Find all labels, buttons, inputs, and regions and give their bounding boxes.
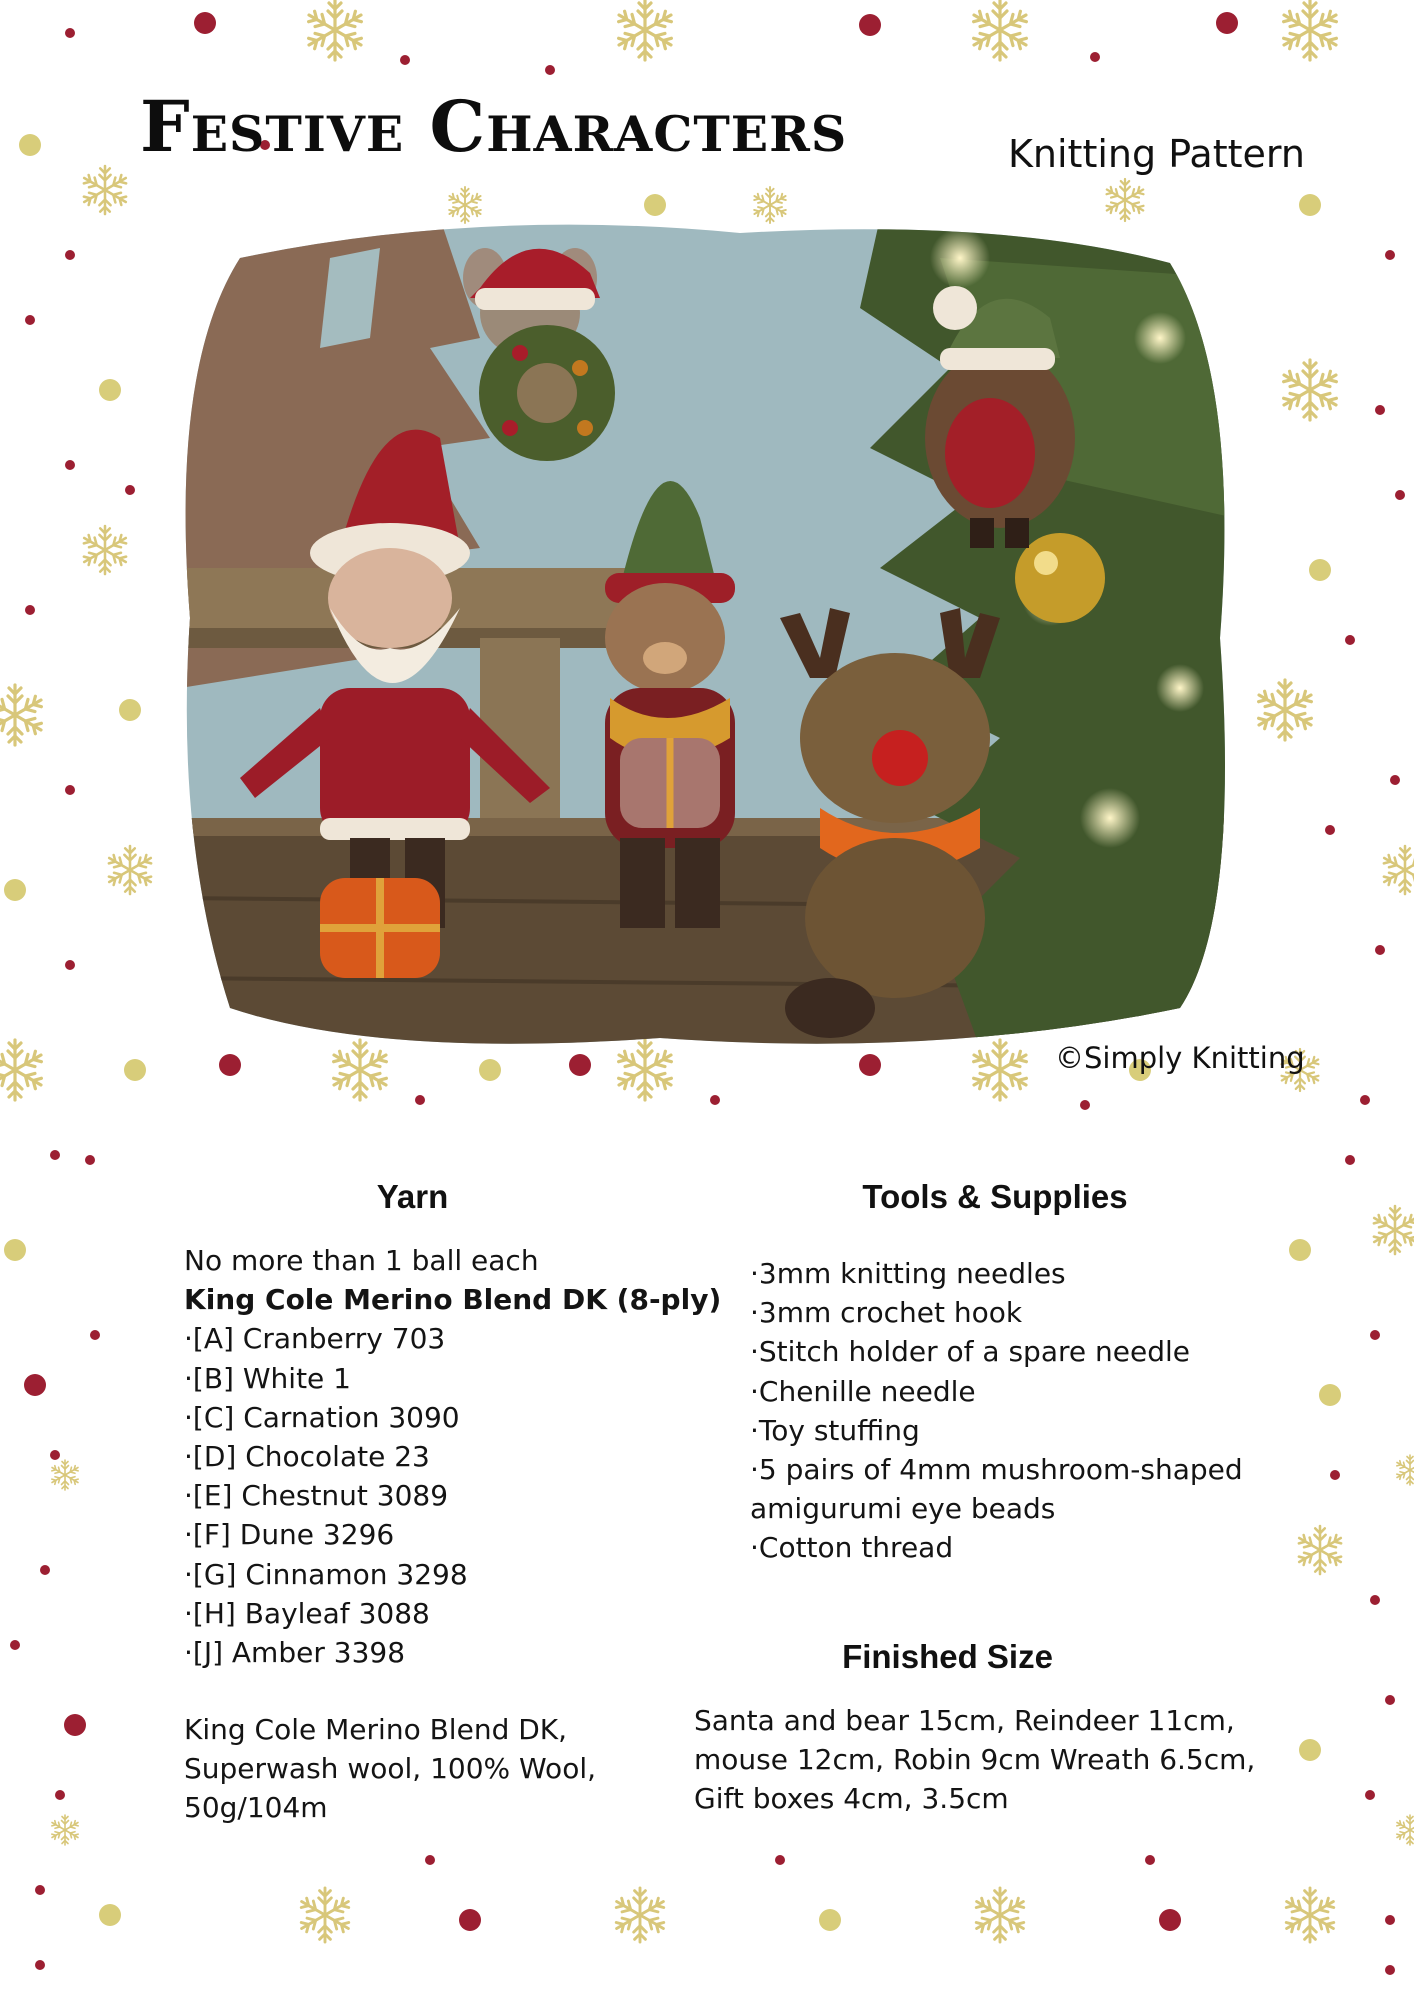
snowflake-icon <box>81 166 128 214</box>
decorative-dot <box>85 1155 95 1165</box>
decorative-dot <box>219 1054 241 1076</box>
decorative-dot <box>1145 1855 1155 1865</box>
decorative-dot <box>55 1790 65 1800</box>
snowflake-icon <box>50 1815 79 1845</box>
snowflake-icon <box>1371 1206 1414 1254</box>
yarn-description <box>184 1710 596 1828</box>
decorative-dot <box>1216 12 1238 34</box>
size-line: mouse 12cm, Robin 9cm Wreath 6.5cm, <box>694 1743 1256 1777</box>
yarn-colour-item: ·[J] Amber 3398 <box>184 1636 406 1670</box>
size-heading: Finished Size <box>842 1638 1053 1675</box>
decorative-dot <box>1090 52 1100 62</box>
decorative-dot <box>65 785 75 795</box>
decorative-dot <box>1325 825 1335 835</box>
decorative-dot <box>1299 194 1321 216</box>
size-description <box>694 1701 1255 1819</box>
decorative-dot <box>1309 559 1331 581</box>
snowflake-icon <box>971 1040 1030 1100</box>
decorative-dot <box>1360 1095 1370 1105</box>
decorative-dot <box>50 1450 60 1460</box>
decorative-dot <box>859 14 881 36</box>
snowflake-icon <box>1381 846 1414 894</box>
decorative-dot <box>64 1714 86 1736</box>
size-line: Gift boxes 4cm, 3.5cm <box>694 1782 1009 1816</box>
snowflake-icon <box>973 1888 1026 1942</box>
decorative-dot <box>1319 1384 1341 1406</box>
decorative-dot <box>479 1059 501 1081</box>
decorative-dot <box>40 1565 50 1575</box>
decorative-dot <box>1330 1470 1340 1480</box>
decorative-dot <box>425 1855 435 1865</box>
snowflake-icon <box>1395 1815 1414 1845</box>
yarn-colour-item: ·[F] Dune 3296 <box>184 1518 395 1552</box>
decorative-dot <box>1289 1239 1311 1261</box>
yarn-colour-item: ·[G] Cinnamon 3298 <box>184 1557 468 1591</box>
tools-list <box>750 1254 1243 1568</box>
decorative-dot <box>119 699 141 721</box>
tools-item: ·Chenille needle <box>750 1374 976 1408</box>
decorative-dot <box>4 1239 26 1261</box>
decorative-dot <box>1159 1909 1181 1931</box>
tools-item: ·3mm knitting needles <box>750 1257 1066 1290</box>
snowflake-icon <box>616 0 675 60</box>
decorative-dot <box>1375 945 1385 955</box>
decorative-dot <box>99 379 121 401</box>
yarn-list <box>184 1241 721 1672</box>
decorative-dot <box>819 1909 841 1931</box>
decorative-dot <box>65 28 75 38</box>
snowflake-icon <box>0 1040 44 1100</box>
yarn-colour-item: ·[B] White 1 <box>184 1361 351 1395</box>
decorative-dot <box>65 250 75 260</box>
decorative-dot <box>710 1095 720 1105</box>
tools-heading: Tools & Supplies <box>862 1178 1128 1215</box>
decorative-dot <box>25 605 35 615</box>
snowflake-icon <box>331 1040 390 1100</box>
decorative-dot <box>65 460 75 470</box>
page-title: Festive Characters <box>140 85 848 168</box>
yarn-colour-item: ·[H] Bayleaf 3088 <box>184 1596 430 1630</box>
yarn-colour-item: ·[D] Chocolate 23 <box>184 1440 430 1474</box>
yarn-description-line: 50g/104m <box>184 1791 328 1825</box>
decorative-dot <box>545 65 555 75</box>
yarn-colour-item: ·[E] Chestnut 3089 <box>184 1479 449 1513</box>
tools-item: ·Toy stuffing <box>750 1413 920 1447</box>
snowflake-icon <box>971 0 1030 60</box>
decorative-dot <box>1370 1595 1380 1605</box>
tools-item: ·Stitch holder of a spare needle <box>750 1335 1190 1369</box>
decorative-dot <box>125 485 135 495</box>
snowflake-icon <box>1296 1526 1343 1574</box>
decorative-dot <box>1370 1330 1380 1340</box>
yarn-description-line: Superwash wool, 100% Wool, <box>184 1752 597 1786</box>
decorative-dot <box>65 960 75 970</box>
decorative-dot <box>19 134 41 156</box>
decorative-dot <box>124 1059 146 1081</box>
snowflake-icon <box>1281 360 1340 420</box>
decorative-dot <box>10 1640 20 1650</box>
yarn-colour-item: ·[C] Carnation 3090 <box>184 1400 460 1434</box>
snowflake-icon <box>613 1888 666 1942</box>
size-line: Santa and bear 15cm, Reindeer 11cm, <box>694 1704 1235 1737</box>
snowflake-icon <box>1104 179 1145 221</box>
snowflake-icon <box>1256 680 1315 740</box>
tools-item: amigurumi eye beads <box>750 1492 1056 1526</box>
decorative-dot <box>1395 490 1405 500</box>
tools-item: ·5 pairs of 4mm mushroom-shaped <box>750 1453 1243 1487</box>
decorative-dot <box>35 1960 45 1970</box>
decorative-dot <box>1385 1695 1395 1705</box>
decorative-dot <box>415 1095 425 1105</box>
snowflake-icon <box>50 1460 79 1490</box>
decorative-dot <box>99 1904 121 1926</box>
snowflake-icon <box>306 0 365 60</box>
yarn-intro: No more than 1 ball each <box>184 1244 539 1277</box>
snowflake-icon <box>298 1888 351 1942</box>
decorative-dot <box>1385 250 1395 260</box>
decorative-dot <box>35 1885 45 1895</box>
yarn-description-line: King Cole Merino Blend DK, <box>184 1713 568 1746</box>
decorative-dot <box>859 1054 881 1076</box>
decorative-dot <box>1345 1155 1355 1165</box>
snowflake-icon <box>1395 1455 1414 1485</box>
decorative-dot <box>4 879 26 901</box>
yarn-colour-item: ·[A] Cranberry 703 <box>184 1322 446 1356</box>
snowflake-icon <box>106 846 153 894</box>
yarn-brand: King Cole Merino Blend DK (8-ply) <box>184 1283 722 1317</box>
tools-item: ·3mm crochet hook <box>750 1296 1023 1330</box>
decorative-dot <box>1390 775 1400 785</box>
decorative-dot <box>1375 405 1385 415</box>
decorative-dot <box>1385 1965 1395 1975</box>
snowflake-icon <box>1283 1888 1336 1942</box>
tools-item: ·Cotton thread <box>750 1531 954 1565</box>
decorative-dot <box>90 1330 100 1340</box>
decorative-dot <box>400 55 410 65</box>
decorative-dot <box>25 315 35 325</box>
decorative-dot <box>1080 1100 1090 1110</box>
decorative-dot <box>194 12 216 34</box>
snowflake-icon <box>81 526 128 574</box>
knitted-characters-photo <box>180 218 1235 1048</box>
decorative-dot <box>1299 1739 1321 1761</box>
page-subtitle: Knitting Pattern <box>1008 132 1305 176</box>
yarn-heading: Yarn <box>376 1178 449 1215</box>
snowflake-icon <box>616 1040 675 1100</box>
decorative-dot <box>1345 635 1355 645</box>
decorative-dot <box>569 1054 591 1076</box>
decorative-dot <box>50 1150 60 1160</box>
decorative-dot <box>1385 1915 1395 1925</box>
decorative-dot <box>644 194 666 216</box>
photo-credit: ©Simply Knitting <box>1055 1041 1305 1075</box>
decorative-dot <box>1365 1790 1375 1800</box>
decorative-dot <box>459 1909 481 1931</box>
decorative-dot <box>24 1374 46 1396</box>
snowflake-icon <box>1281 0 1340 60</box>
snowflake-icon <box>0 685 44 745</box>
decorative-dot <box>775 1855 785 1865</box>
